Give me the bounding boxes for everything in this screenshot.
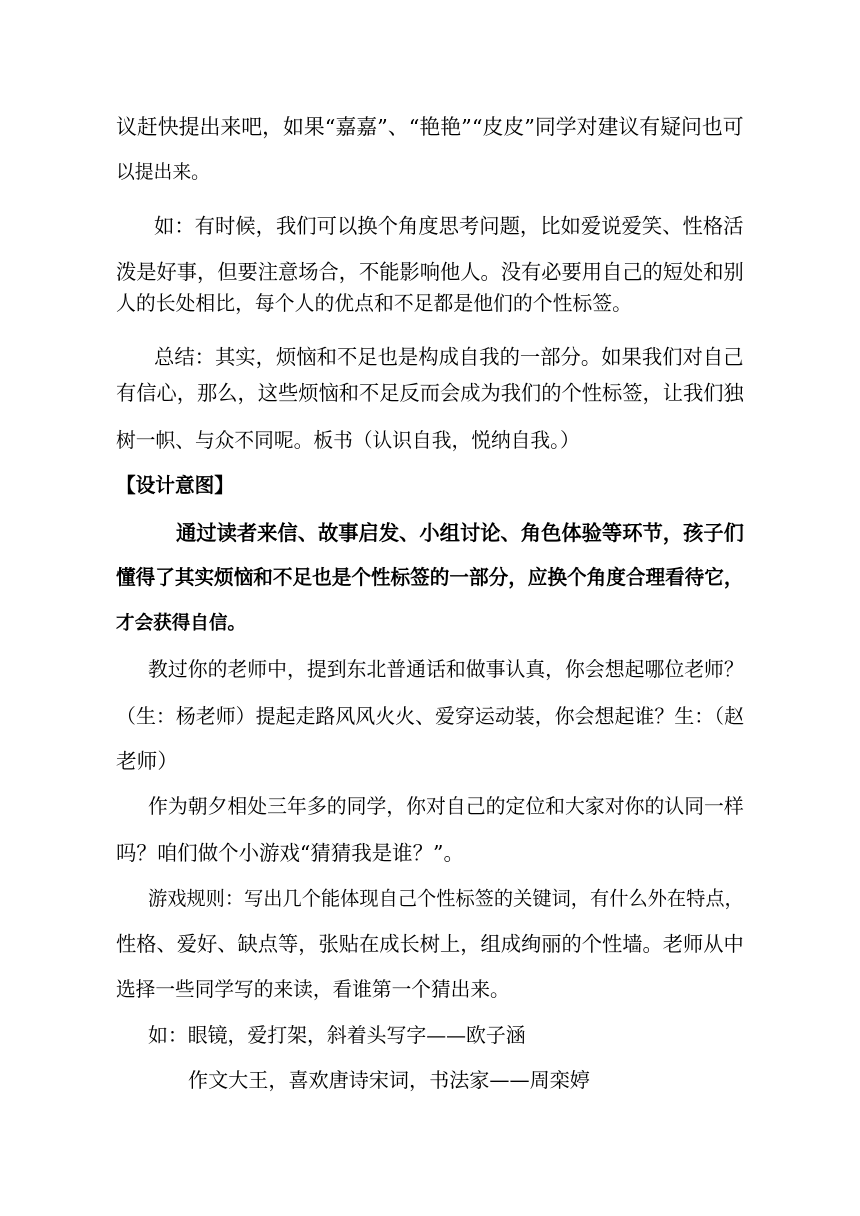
text-line-7: 有信心，那么，这些烦恼和不足反而会成为我们的个性标签，让我们独 [116, 381, 744, 405]
text-line-12: 才会获得自信。 [116, 613, 246, 634]
text-line-15: 老师） [116, 749, 178, 773]
text-line-18: 游戏规则：写出几个能体现自己个性标签的关键词，有什么外在特点， [148, 887, 744, 910]
text-line-22: 作文大王，喜欢唐诗宋词，书法家——周栾婷 [188, 1068, 590, 1092]
text-line-10: 通过读者来信、故事启发、小组讨论、角色体验等环节，孩子们 [176, 521, 744, 545]
text-line-19: 性格、爱好、缺点等，张贴在成长树上，组成绚丽的个性墙。老师从中 [116, 932, 744, 956]
text-line-2: 以提出来。 [116, 162, 210, 183]
text-line-1: 议赶快提出来吧，如果“嘉嘉”、“艳艳”“皮皮”同学对建议有疑问也可 [116, 115, 744, 139]
text-line-6: 总结：其实，烦恼和不足也是构成自我的一部分。如果我们对自己 [154, 345, 744, 369]
text-line-21: 如：眼镜，爱打架，斜着头写字——欧子涵 [148, 1024, 526, 1047]
text-line-3: 如：有时候，我们可以换个角度思考问题，比如爱说爱笑、性格活 [154, 214, 744, 238]
text-line-4: 泼是好事，但要注意场合，不能影响他人。没有必要用自己的短处和别 [116, 260, 744, 284]
text-line-8: 树一帜、与众不同呢。板书（认识自我，悦纳自我。） [116, 429, 580, 452]
text-line-13: 教过你的老师中，提到东北普通话和做事认真，你会想起哪位老师？ [148, 658, 744, 681]
text-line-11: 懂得了其实烦恼和不足也是个性标签的一部分，应换个角度合理看待它， [116, 566, 744, 589]
text-line-5: 人的长处相比，每个人的优点和不足都是他们的个性标签。 [116, 292, 632, 315]
text-line-14: （生：杨老师）提起走路风风火火、爱穿运动装，你会想起谁？生：（赵 [116, 704, 745, 728]
text-line-16: 作为朝夕相处三年多的同学，你对自己的定位和大家对你的认同一样 [148, 795, 744, 818]
text-line-17: 吗？咱们做个小游戏“猜猜我是谁？”。 [116, 841, 464, 865]
text-line-20: 选择一些同学写的来读，看谁第一个猜出来。 [116, 978, 510, 1001]
section-heading: 【设计意图】 [116, 474, 234, 497]
